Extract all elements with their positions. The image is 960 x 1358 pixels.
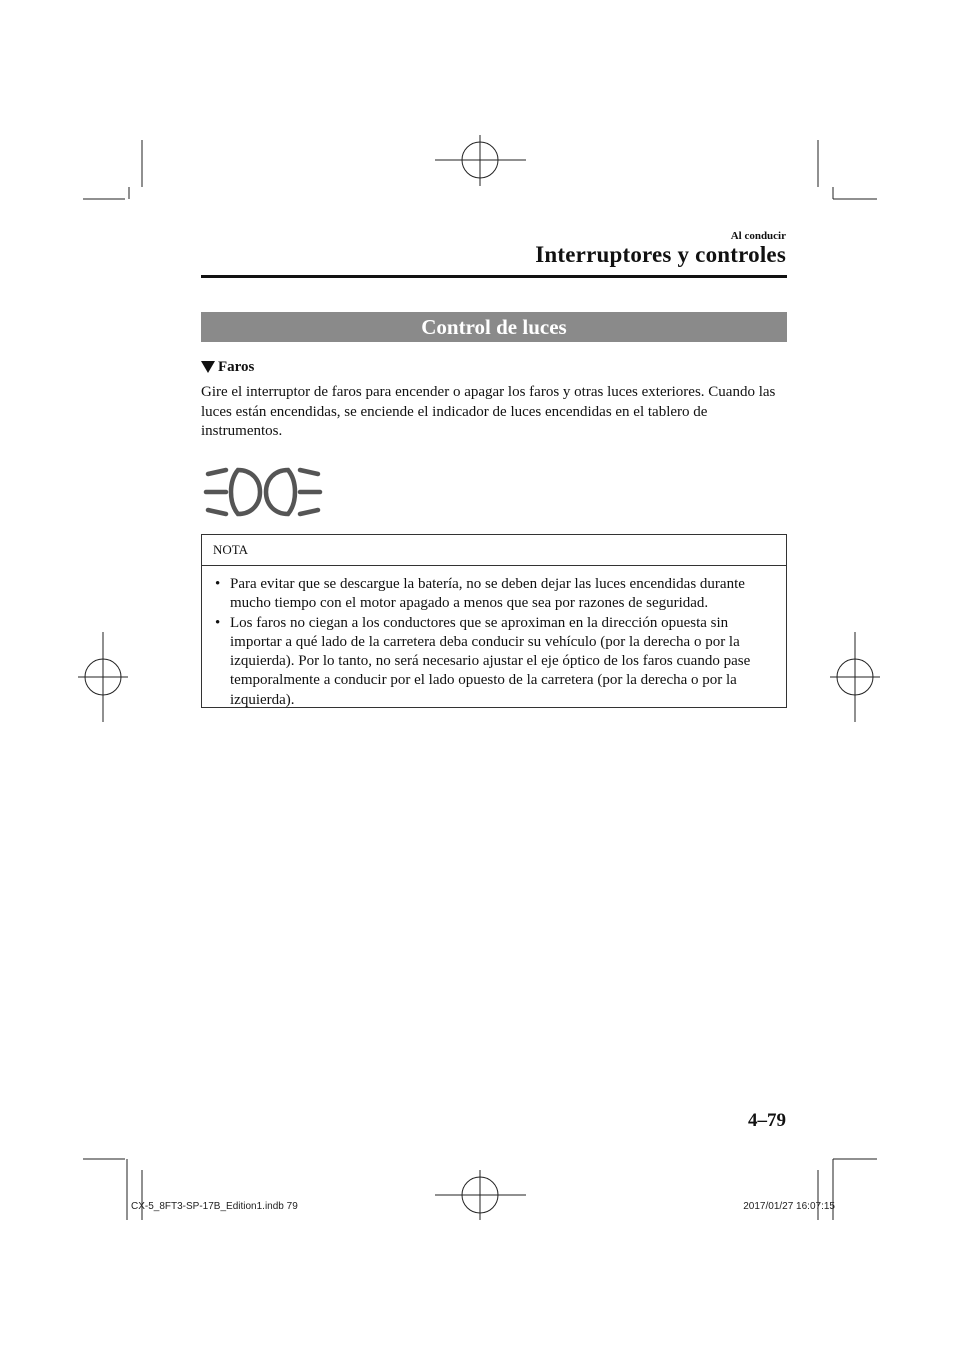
subsection-heading <box>201 356 254 378</box>
note-list <box>202 566 786 710</box>
page-number: 4–79 <box>748 1110 786 1131</box>
note-heading: NOTA <box>202 535 786 566</box>
headlight-indicator-icon <box>200 462 326 522</box>
footer-file-info: CX-5_8FT3-SP-17B_Edition1.indb 79 <box>131 1201 298 1212</box>
body-paragraph-text: Gire el interruptor de faros para encender o apagar los faros y otras luces exteriores. Cuando las luces están encendidas, se enciende el indicador de luces encendidas en el tablero de instrumentos. <box>201 384 776 439</box>
triangle-bullet-icon <box>201 361 215 373</box>
note-item <box>213 575 778 614</box>
body-paragraph <box>201 383 787 442</box>
footer-timestamp: 2017/01/27 16:07:15 <box>743 1201 835 1212</box>
bullet-icon: • <box>215 576 221 592</box>
header-rule <box>201 275 787 278</box>
note-box <box>201 534 787 708</box>
note-item <box>213 614 778 710</box>
bullet-icon: • <box>215 614 221 631</box>
running-header-title: Interruptores y controles <box>535 242 786 267</box>
section-banner: Control de luces <box>201 312 787 342</box>
running-header-section: Al conducir <box>730 230 786 242</box>
note-item-text: Los faros no ciegan a los conductores que se aproximan en la dirección opuesta sin importar a qué lado de la carretera deba conducir su vehículo (por la derecha o por la izquierda). Por lo tanto, no será necesario ajustar el eje óptico de los faros cuando pase temporalmente a conducir por el lado opuesto de la carretera (por la derecha o por la izquierda). <box>230 614 751 708</box>
subsection-title: Faros <box>218 359 255 375</box>
note-item-text: Para evitar que se descargue la batería, no se deben dejar las luces encendidas durante mucho tiempo con el motor apagado a menos que sea por razones de seguridad. <box>230 576 745 612</box>
